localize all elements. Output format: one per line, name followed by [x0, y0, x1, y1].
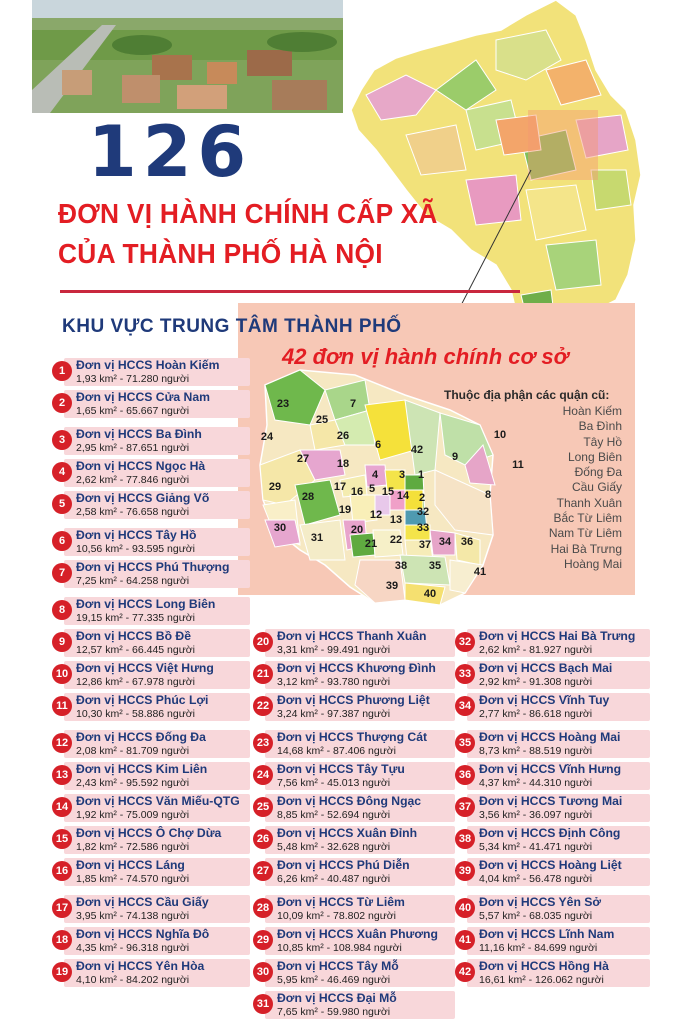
unit-number-badge: 39	[455, 861, 475, 881]
unit-stats: 7,65 km² - 59.980 người	[277, 1006, 391, 1018]
unit-number-badge: 19	[52, 962, 72, 982]
unit-name: Đơn vị HCCS Việt Hưng	[76, 661, 214, 675]
unit-row-26	[253, 826, 455, 854]
unit-name: Đơn vị HCCS Láng	[76, 858, 185, 872]
unit-number-badge: 42	[455, 962, 475, 982]
unit-row-20	[253, 629, 455, 657]
unit-stats: 3,12 km² - 93.780 người	[277, 676, 391, 688]
map-label: 35	[428, 560, 442, 572]
unit-stats: 8,73 km² - 88.519 người	[479, 745, 593, 757]
unit-name: Đơn vị HCCS Đại Mỗ	[277, 991, 397, 1005]
unit-row-10	[52, 661, 250, 689]
unit-name: Đơn vị HCCS Khương Đình	[277, 661, 436, 675]
unit-stats: 1,82 km² - 72.586 người	[76, 841, 190, 853]
unit-number-badge: 13	[52, 765, 72, 785]
unit-name: Đơn vị HCCS Bồ Đề	[76, 629, 191, 643]
map-label: 21	[364, 538, 378, 550]
unit-row-16	[52, 858, 250, 886]
map-label: 11	[512, 459, 524, 471]
map-label: 28	[301, 491, 315, 503]
unit-row-17	[52, 895, 250, 923]
unit-name: Đơn vị HCCS Lĩnh Nam	[479, 927, 615, 941]
unit-row-1	[52, 358, 250, 386]
unit-number-badge: 12	[52, 733, 72, 753]
unit-number-badge: 28	[253, 898, 273, 918]
unit-stats: 7,56 km² - 45.013 người	[277, 777, 391, 789]
unit-name: Đơn vị HCCS Cầu Giấy	[76, 895, 209, 909]
map-label: 30	[273, 522, 287, 534]
old-districts-list	[500, 404, 622, 572]
map-label: 41	[473, 566, 487, 578]
map-label: 16	[350, 486, 364, 498]
map-label: 5	[368, 483, 376, 495]
map-label: 12	[369, 509, 383, 521]
unit-name: Đơn vị HCCS Định Công	[479, 826, 621, 840]
unit-row-39	[455, 858, 650, 886]
unit-stats: 12,86 km² - 67.978 người	[76, 676, 195, 688]
unit-row-34	[455, 693, 650, 721]
unit-row-24	[253, 762, 455, 790]
unit-row-27	[253, 858, 455, 886]
unit-row-32	[455, 629, 650, 657]
unit-name: Đơn vị HCCS Kim Liên	[76, 762, 208, 776]
unit-number-badge: 10	[52, 664, 72, 684]
map-label: 39	[385, 580, 399, 592]
old-district-item: Tây Hồ	[583, 434, 622, 449]
unit-name: Đơn vị HCCS Tây Mỗ	[277, 959, 399, 973]
unit-name: Đơn vị HCCS Ngọc Hà	[76, 459, 206, 473]
map-label: 37	[418, 539, 432, 551]
unit-name: Đơn vị HCCS Tây Tựu	[277, 762, 405, 776]
map-label: 1	[417, 469, 425, 481]
map-label: 15	[381, 486, 395, 498]
unit-name: Đơn vị HCCS Ô Chợ Dừa	[76, 826, 222, 840]
unit-stats: 1,93 km² - 71.280 người	[76, 373, 190, 385]
map-label: 8	[484, 489, 492, 501]
unit-row-15	[52, 826, 250, 854]
unit-name: Đơn vị HCCS Hoàng Mai	[479, 730, 621, 744]
unit-row-41	[455, 927, 650, 955]
old-district-item: Hoàng Mai	[563, 556, 622, 571]
old-district-item: Long Biên	[567, 449, 622, 464]
unit-row-11	[52, 693, 250, 721]
unit-stats: 4,35 km² - 96.318 người	[76, 942, 190, 954]
map-label: 4	[371, 469, 379, 481]
map-label: 25	[315, 414, 329, 426]
unit-number-badge: 14	[52, 797, 72, 817]
unit-name: Đơn vị HCCS Hoàng Liệt	[479, 858, 622, 872]
unit-name: Đơn vị HCCS Hoàn Kiếm	[76, 358, 220, 372]
map-label: 10	[493, 429, 507, 441]
unit-name: Đơn vị HCCS Phúc Lợi	[76, 693, 209, 707]
unit-stats: 4,37 km² - 44.310 người	[479, 777, 593, 789]
unit-number-badge: 8	[52, 600, 72, 620]
unit-stats: 2,08 km² - 81.709 người	[76, 745, 190, 757]
page-title-line-2: CỦA THÀNH PHỐ HÀ NỘI	[58, 238, 383, 269]
aerial-photo	[32, 0, 343, 113]
unit-name: Đơn vị HCCS Đống Đa	[76, 730, 206, 744]
unit-row-9	[52, 629, 250, 657]
unit-name: Đơn vị HCCS Xuân Đỉnh	[277, 826, 418, 840]
unit-row-18	[52, 927, 250, 955]
unit-number-badge: 20	[253, 632, 273, 652]
unit-number-badge: 5	[52, 494, 72, 514]
unit-name: Đơn vị HCCS Cửa Nam	[76, 390, 210, 404]
map-label: 42	[410, 444, 424, 456]
unit-row-35	[455, 730, 650, 758]
unit-row-4	[52, 459, 250, 487]
unit-row-25	[253, 794, 455, 822]
unit-number-badge: 37	[455, 797, 475, 817]
map-label: 38	[394, 560, 408, 572]
unit-row-28	[253, 895, 455, 923]
unit-number-badge: 33	[455, 664, 475, 684]
unit-row-36	[455, 762, 650, 790]
unit-row-37	[455, 794, 650, 822]
unit-stats: 6,26 km² - 40.487 người	[277, 873, 391, 885]
old-district-item: Nam Từ Liêm	[548, 526, 622, 541]
unit-row-40	[455, 895, 650, 923]
unit-stats: 19,15 km² - 77.335 người	[76, 612, 195, 624]
unit-stats: 12,57 km² - 66.445 người	[76, 644, 195, 656]
unit-number-badge: 26	[253, 829, 273, 849]
unit-number-badge: 9	[52, 632, 72, 652]
old-district-item: Bắc Từ Liêm	[553, 511, 622, 526]
map-label: 34	[438, 536, 452, 548]
unit-row-22	[253, 693, 455, 721]
map-label: 18	[336, 458, 350, 470]
map-label: 32	[416, 506, 430, 518]
unit-number-badge: 30	[253, 962, 273, 982]
unit-row-7	[52, 560, 250, 588]
unit-stats: 3,95 km² - 74.138 người	[76, 910, 190, 922]
unit-name: Đơn vị HCCS Hồng Hà	[479, 959, 609, 973]
unit-number-badge: 18	[52, 930, 72, 950]
unit-name: Đơn vị HCCS Văn Miếu-QTG	[76, 794, 240, 808]
unit-stats: 5,95 km² - 46.469 người	[277, 974, 391, 986]
map-label: 20	[350, 524, 364, 536]
unit-name: Đơn vị HCCS Bạch Mai	[479, 661, 613, 675]
unit-number-badge: 41	[455, 930, 475, 950]
unit-row-31	[253, 991, 455, 1019]
unit-stats: 2,62 km² - 77.846 người	[76, 474, 190, 486]
unit-row-12	[52, 730, 250, 758]
unit-stats: 7,25 km² - 64.258 người	[76, 575, 190, 587]
unit-number-badge: 38	[455, 829, 475, 849]
map-label: 26	[336, 430, 350, 442]
unit-stats: 10,30 km² - 58.886 người	[76, 708, 195, 720]
unit-stats: 14,68 km² - 87.406 người	[277, 745, 396, 757]
unit-number-badge: 6	[52, 531, 72, 551]
unit-stats: 3,24 km² - 97.387 người	[277, 708, 391, 720]
unit-row-5	[52, 491, 250, 519]
unit-name: Đơn vị HCCS Long Biên	[76, 597, 216, 611]
unit-row-3	[52, 427, 250, 455]
old-district-item: Hoàn Kiếm	[562, 404, 622, 418]
unit-number-badge: 21	[253, 664, 273, 684]
unit-stats: 1,85 km² - 74.570 người	[76, 873, 190, 885]
title-divider	[60, 290, 520, 293]
unit-row-29	[253, 927, 455, 955]
unit-stats: 8,85 km² - 52.694 người	[277, 809, 391, 821]
unit-row-23	[253, 730, 455, 758]
unit-number-badge: 27	[253, 861, 273, 881]
map-label: 19	[338, 504, 352, 516]
old-district-item: Cầu Giấy	[571, 480, 622, 495]
unit-name: Đơn vị HCCS Yên Hòa	[76, 959, 205, 973]
old-district-item: Thanh Xuân	[556, 495, 622, 510]
old-districts-title: Thuộc địa phận các quận cũ:	[444, 388, 610, 402]
map-label: 9	[451, 451, 459, 463]
unit-stats: 5,34 km² - 41.471 người	[479, 841, 593, 853]
unit-stats: 2,95 km² - 87.651 người	[76, 442, 190, 454]
unit-stats: 5,48 km² - 32.628 người	[277, 841, 391, 853]
unit-row-14	[52, 794, 250, 822]
unit-name: Đơn vị HCCS Tây Hồ	[76, 528, 197, 542]
units-note: 42 đơn vị hành chính cơ sở	[282, 344, 569, 369]
map-label: 29	[268, 481, 282, 493]
unit-number-badge: 17	[52, 898, 72, 918]
unit-name: Đơn vị HCCS Phương Liệt	[277, 693, 430, 707]
hanoi-overview-map	[346, 0, 646, 345]
unit-number-badge: 4	[52, 462, 72, 482]
unit-name: Đơn vị HCCS Tương Mai	[479, 794, 623, 808]
total-units-number: 126	[88, 111, 253, 193]
unit-stats: 10,85 km² - 108.984 người	[277, 942, 402, 954]
unit-number-badge: 31	[253, 994, 273, 1014]
unit-name: Đơn vị HCCS Đông Ngạc	[277, 794, 422, 808]
unit-stats: 2,92 km² - 91.308 người	[479, 676, 593, 688]
unit-name: Đơn vị HCCS Hai Bà Trưng	[479, 629, 636, 643]
unit-row-8	[52, 597, 250, 625]
old-district-item: Hai Bà Trưng	[550, 541, 622, 556]
unit-stats: 3,56 km² - 36.097 người	[479, 809, 593, 821]
unit-stats: 16,61 km² - 126.062 người	[479, 974, 604, 986]
map-label: 23	[276, 398, 290, 410]
unit-row-13	[52, 762, 250, 790]
unit-stats: 1,65 km² - 65.667 người	[76, 405, 190, 417]
unit-name: Đơn vị HCCS Phú Thượng	[76, 560, 230, 574]
unit-row-6	[52, 528, 250, 556]
unit-row-19	[52, 959, 250, 987]
unit-number-badge: 24	[253, 765, 273, 785]
map-label: 14	[396, 490, 410, 502]
unit-number-badge: 15	[52, 829, 72, 849]
unit-stats: 2,58 km² - 76.658 người	[76, 506, 190, 518]
map-label: 2	[418, 492, 426, 504]
unit-stats: 3,31 km² - 99.491 người	[277, 644, 391, 656]
unit-name: Đơn vị HCCS Ba Đình	[76, 427, 202, 441]
map-label: 36	[460, 536, 474, 548]
region-title: KHU VỰC TRUNG TÂM THÀNH PHỐ	[62, 316, 402, 337]
unit-row-33	[455, 661, 650, 689]
unit-number-badge: 34	[455, 696, 475, 716]
map-label: 7	[349, 398, 357, 410]
unit-row-2	[52, 390, 250, 418]
unit-stats: 10,56 km² - 93.595 người	[76, 543, 195, 555]
unit-number-badge: 29	[253, 930, 273, 950]
unit-number-badge: 35	[455, 733, 475, 753]
unit-name: Đơn vị HCCS Xuân Phương	[277, 927, 438, 941]
unit-stats: 2,77 km² - 86.618 người	[479, 708, 593, 720]
unit-stats: 5,57 km² - 68.035 người	[479, 910, 593, 922]
unit-number-badge: 2	[52, 393, 72, 413]
unit-name: Đơn vị HCCS Nghĩa Đô	[76, 927, 210, 941]
unit-number-badge: 36	[455, 765, 475, 785]
map-label: 33	[416, 522, 430, 534]
unit-row-30	[253, 959, 455, 987]
unit-name: Đơn vị HCCS Thanh Xuân	[277, 629, 427, 643]
map-label: 17	[333, 481, 347, 493]
unit-row-38	[455, 826, 650, 854]
unit-name: Đơn vị HCCS Yên Sở	[479, 895, 602, 909]
unit-name: Đơn vị HCCS Vĩnh Hưng	[479, 762, 622, 776]
map-label: 3	[398, 469, 406, 481]
map-label: 22	[389, 534, 403, 546]
unit-name: Đơn vị HCCS Giảng Võ	[76, 491, 210, 505]
unit-number-badge: 32	[455, 632, 475, 652]
map-label: 27	[296, 453, 310, 465]
unit-number-badge: 23	[253, 733, 273, 753]
unit-row-21	[253, 661, 455, 689]
unit-number-badge: 3	[52, 430, 72, 450]
map-label: 31	[310, 532, 324, 544]
unit-number-badge: 40	[455, 898, 475, 918]
map-label: 40	[423, 588, 437, 600]
unit-name: Đơn vị HCCS Thượng Cát	[277, 730, 428, 744]
aerial-photo-image	[32, 0, 343, 113]
old-district-item: Ba Đình	[578, 419, 622, 434]
unit-stats: 11,16 km² - 84.699 người	[479, 942, 598, 954]
unit-name: Đơn vị HCCS Phú Diễn	[277, 858, 410, 872]
unit-stats: 10,09 km² - 78.802 người	[277, 910, 396, 922]
unit-number-badge: 7	[52, 563, 72, 583]
unit-stats: 4,10 km² - 84.202 người	[76, 974, 190, 986]
unit-row-42	[455, 959, 650, 987]
unit-stats: 1,92 km² - 75.009 người	[76, 809, 190, 821]
unit-number-badge: 25	[253, 797, 273, 817]
unit-number-badge: 16	[52, 861, 72, 881]
unit-number-badge: 22	[253, 696, 273, 716]
unit-stats: 2,62 km² - 81.927 người	[479, 644, 593, 656]
unit-name: Đơn vị HCCS Từ Liêm	[277, 895, 405, 909]
unit-stats: 4,04 km² - 56.478 người	[479, 873, 593, 885]
unit-stats: 2,43 km² - 95.592 người	[76, 777, 190, 789]
map-label: 24	[260, 431, 274, 443]
page-title-line-1: ĐƠN VỊ HÀNH CHÍNH CẤP XÃ	[58, 198, 438, 229]
map-label: 13	[389, 514, 403, 526]
unit-number-badge: 11	[52, 696, 72, 716]
unit-number-badge: 1	[52, 361, 72, 381]
unit-name: Đơn vị HCCS Vĩnh Tuy	[479, 693, 610, 707]
map-label: 6	[374, 439, 382, 451]
old-district-item: Đống Đa	[574, 465, 622, 480]
